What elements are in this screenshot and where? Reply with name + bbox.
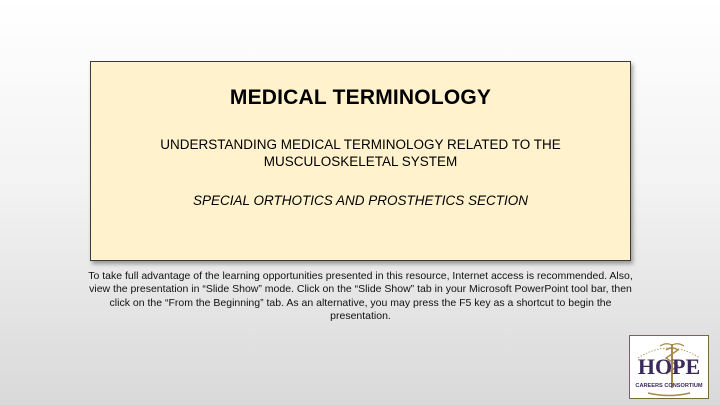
title-box xyxy=(90,61,631,261)
logo-swoosh xyxy=(648,393,690,396)
instructions-text: To take full advantage of the learning opportunities presented in this resource, Internet access is recommended. Also, view the presentation in “Slide Show” mode. Click on the “Slide Show” tab in your Microsoft PowerPoint tool bar, then click on the “From the Beginning” tab. As an alternative, you may press the F5 key as a shortcut to begin the presentation. xyxy=(88,270,633,322)
hope-logo xyxy=(629,335,709,399)
logo-tagline: CAREERS CONSORTIUM xyxy=(635,383,703,389)
logo-wordmark: HOPE xyxy=(637,354,701,379)
hope-logo-graphic xyxy=(630,336,708,398)
section-label: SPECIAL ORTHOTICS AND PROSTHETICS SECTION xyxy=(192,193,529,208)
slide-title: MEDICAL TERMINOLOGY xyxy=(229,86,492,109)
slide-subtitle: UNDERSTANDING MEDICAL TERMINOLOGY RELATED TO THE MUSCULOSKELETAL SYSTEM xyxy=(160,137,561,169)
